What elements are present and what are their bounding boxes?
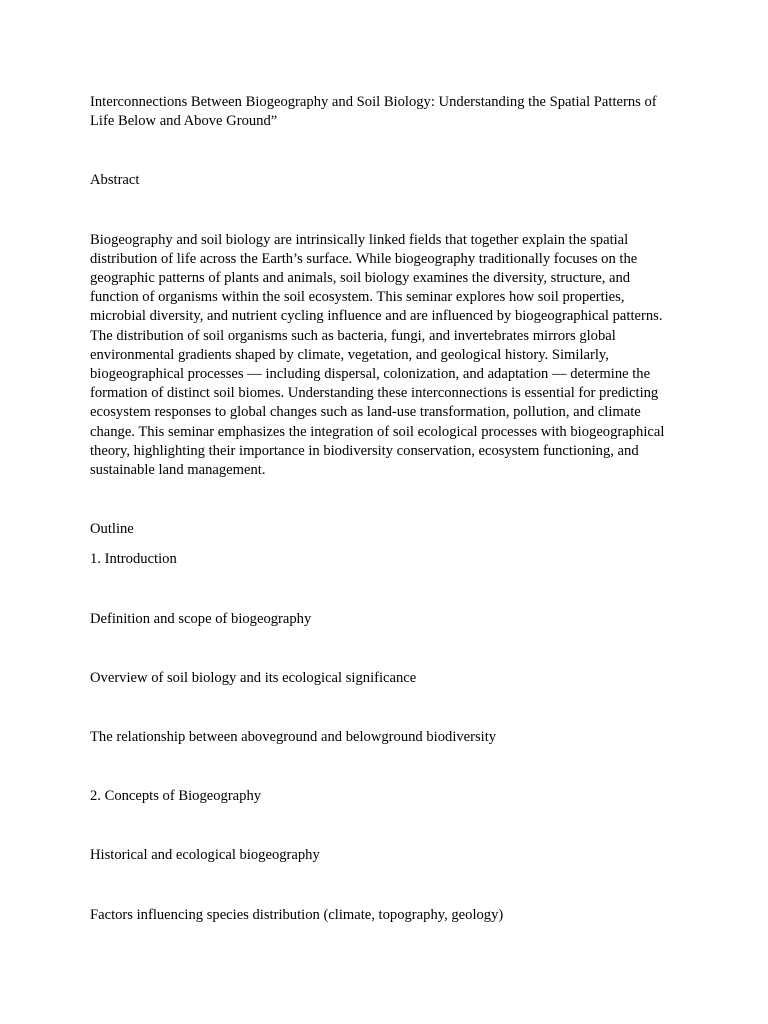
document-content — [90, 93, 682, 965]
outline-item-concepts: 2. Concepts of Biogeography — [90, 788, 262, 805]
outline-item-definition: Definition and scope of biogeography — [90, 610, 312, 627]
outline-item-historical-ecological: Historical and ecological biogeography — [90, 847, 320, 864]
outline-heading: Outline — [90, 521, 134, 538]
outline-item-biodiversity-relationship: The relationship between aboveground and belowground biodiversity — [90, 729, 497, 746]
outline-item-factors: Factors influencing species distribution (climate, topography, geology) — [90, 906, 504, 923]
outline-item-soil-biology-overview: Overview of soil biology and its ecological significance — [90, 669, 417, 686]
outline-item-introduction: 1. Introduction — [90, 551, 177, 568]
abstract-body: Biogeography and soil biology are intrinsically linked fields that together explain the spatial distribution of life across the Earth’s surface. While biogeography traditionally focuses on the geographic patterns of plants and animals, soil biology examines the diversity, structure, and function of organisms within the soil ecosystem. This seminar explores how soil properties, microbial diversity, and nutrient cycling influence and are influenced by biogeographical patterns. The distribution of soil organisms such as bacteria, fungi, and invertebrates mirrors global environmental gradients shaped by climate, vegetation, and geological history. Similarly, biogeographical processes — including dispersal, colonization, and adaptation — determine the formation of distinct soil biomes. Understanding these interconnections is essential for predicting ecosystem responses to global changes such as land-use transformation, pollution, and climate change. This seminar emphasizes the integration of soil ecological processes with biogeographical theory, highlighting their importance in biodiversity conservation, ecosystem functioning, and sustainable land management. — [90, 231, 665, 479]
abstract-heading: Abstract — [90, 172, 140, 189]
document-title: Interconnections Between Biogeography and Soil Biology: Understanding the Spatial Patterns of Life Below and Above Ground” — [90, 94, 657, 130]
